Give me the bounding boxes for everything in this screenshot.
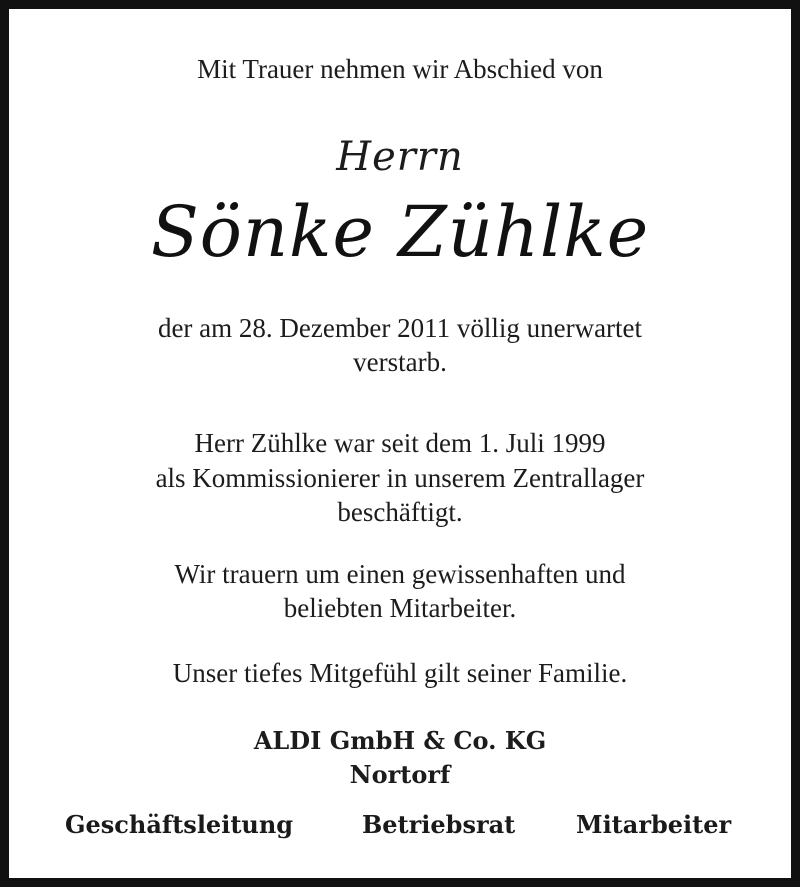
- company-name: ALDI GmbH & Co. KG: [253, 726, 547, 755]
- employment-line-2: als Kommissionierer in unserem Zentrallager: [155, 463, 645, 493]
- deceased-name: Sönke Zühlke: [150, 191, 650, 273]
- employment-line-1: Herr Zühlke war seit dem 1. Juli 1999: [194, 428, 606, 458]
- sympathy-text: Unser tiefes Mitgefühl gilt seiner Familie.: [172, 658, 628, 688]
- signers-row: [9, 810, 791, 844]
- mourning-line-2: beliebten Mitarbeiter.: [283, 593, 517, 623]
- intro-text: Mit Trauer nehmen wir Abschied von: [197, 54, 603, 84]
- company-location: Nortorf: [349, 760, 451, 789]
- signer-management: Geschäftsleitung: [65, 810, 294, 839]
- salutation: Herrn: [336, 134, 464, 180]
- death-line-2: verstarb.: [353, 347, 447, 377]
- death-line-1: der am 28. Dezember 2011 völlig unerwartet: [157, 313, 643, 343]
- signer-works-council: Betriebsrat: [362, 810, 516, 839]
- signer-employees: Mitarbeiter: [576, 810, 732, 839]
- mourning-line-1: Wir trauern um einen gewissenhaften und: [174, 559, 626, 589]
- employment-line-3: beschäftigt.: [337, 497, 463, 527]
